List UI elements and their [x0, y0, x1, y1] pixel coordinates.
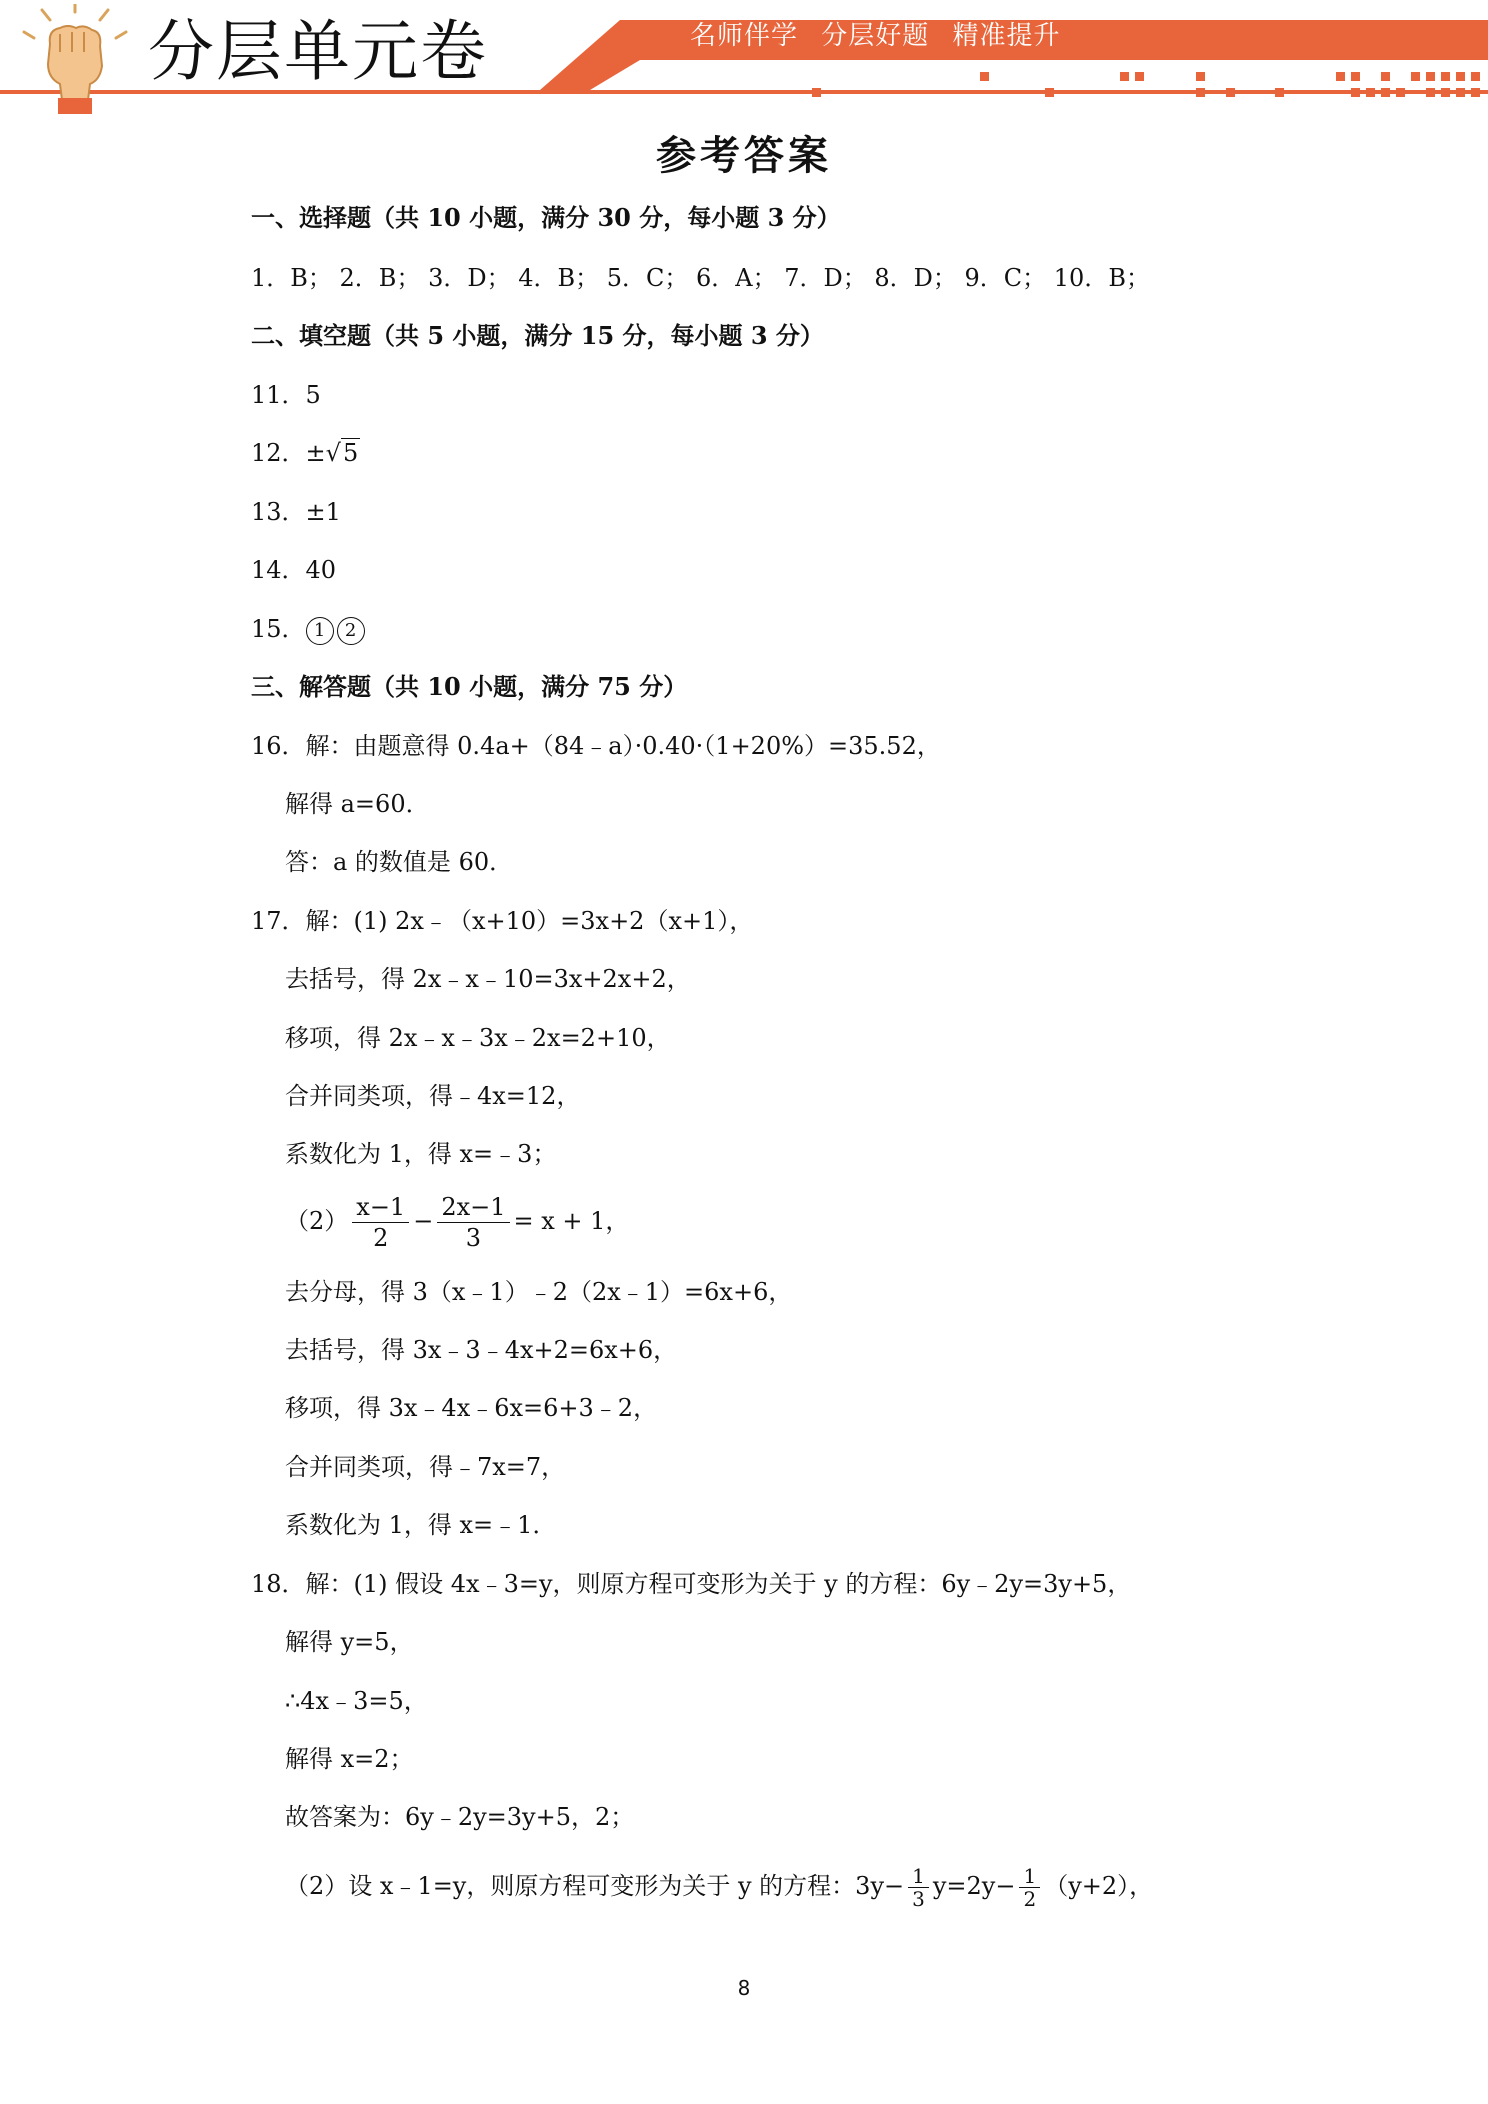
q17-line-1: 17．解：(1) 2x﹣（x+10）=3x+2（x+1），	[251, 907, 754, 935]
fraction-b-denominator: 2	[1023, 1887, 1037, 1911]
fraction-2	[437, 1192, 509, 1253]
q17-part2-label: （2）	[285, 1207, 349, 1235]
q17-line-6	[285, 1190, 629, 1253]
q17-line-9: 移项，得 3x﹣4x﹣6x=6+3﹣2，	[285, 1394, 658, 1422]
q18-part2-text-c: （y+2），	[1044, 1872, 1154, 1900]
q17-line-11: 系数化为 1，得 x=﹣1．	[285, 1511, 557, 1539]
circled-number-2: 2	[337, 617, 365, 645]
q16-line-1: 16．解：由题意得 0.4a+（84﹣a）·0.40·（1+20%）=35.52，	[251, 732, 941, 760]
q17-line-7: 去分母，得 3（x﹣1）﹣2（2x﹣1）=6x+6，	[285, 1278, 793, 1306]
section-heading-solve: 三、解答题（共 10 小题，满分 75 分）	[251, 672, 688, 701]
answer-12-radicand: 5	[342, 439, 359, 467]
page-title: 参考答案	[656, 132, 832, 179]
page-header	[0, 0, 1488, 120]
answer-13: 13．±1	[251, 498, 341, 526]
q16-line-3: 答：a 的数值是 60．	[285, 848, 514, 876]
choice-answers: 1．B； 2．B； 3．D； 4．B； 5．C； 6．A； 7．D； 8．D； 9．C； 10．B；	[251, 264, 1150, 292]
fist-icon	[20, 4, 130, 116]
q17-equation-rhs: = x + 1，	[513, 1207, 630, 1235]
q18-line-3: ∴4x﹣3=5，	[285, 1687, 428, 1715]
q17-line-2: 去括号，得 2x﹣x﹣10=3x+2x+2，	[285, 965, 691, 993]
answer-11: 11．5	[251, 381, 321, 409]
section-heading-fill: 二、填空题（共 5 小题，满分 15 分，每小题 3 分）	[251, 321, 824, 350]
fraction-b	[1019, 1865, 1040, 1910]
q18-line-2: 解得 y=5，	[285, 1628, 414, 1656]
answer-14: 14．40	[251, 556, 337, 584]
page-number: 8	[737, 1976, 751, 2000]
q17-line-5: 系数化为 1，得 x=﹣3；	[285, 1140, 557, 1168]
q18-line-1: 18．解：(1) 假设 4x﹣3=y，则原方程可变形为关于 y 的方程：6y﹣2y=3y+5，	[251, 1570, 1132, 1598]
fraction-a-numerator: 1	[908, 1865, 929, 1888]
q18-line-5: 故答案为：6y﹣2y=3y+5，2；	[285, 1803, 635, 1831]
fraction-1-numerator: x−1	[352, 1192, 409, 1223]
q17-line-10: 合并同类项，得﹣7x=7，	[285, 1453, 566, 1481]
header-slogan: 名师伴学 分层好题 精准提升	[690, 21, 1061, 51]
fraction-2-numerator: 2x−1	[437, 1192, 509, 1223]
section-heading-choice: 一、选择题（共 10 小题，满分 30 分，每小题 3 分）	[251, 203, 841, 232]
brand-title: 分层单元卷	[148, 13, 488, 90]
answer-12	[251, 437, 360, 469]
q16-line-2: 解得 a=60．	[285, 790, 430, 818]
fraction-b-numerator: 1	[1019, 1865, 1040, 1888]
q18-part2-text-b: y=2y−	[932, 1872, 1016, 1900]
q18-part2-text-a: （2）设 x﹣1=y，则原方程可变形为关于 y 的方程：3y−	[285, 1872, 905, 1900]
fraction-a	[908, 1865, 929, 1910]
answer-15	[251, 613, 368, 645]
q17-line-8: 去括号，得 3x﹣3﹣4x+2=6x+6，	[285, 1336, 678, 1364]
fraction-1	[352, 1192, 409, 1253]
q18-line-4: 解得 x=2；	[285, 1745, 414, 1773]
q17-line-3: 移项，得 2x﹣x﹣3x﹣2x=2+10，	[285, 1024, 671, 1052]
circled-number-1: 1	[306, 617, 334, 645]
answer-15-prefix: 15．	[251, 615, 306, 643]
minus-sign: −	[413, 1207, 434, 1235]
answer-12-prefix: 12．±√	[251, 439, 341, 467]
q17-line-4: 合并同类项，得﹣4x=12，	[285, 1082, 581, 1110]
fraction-a-denominator: 3	[912, 1887, 925, 1911]
fraction-1-denominator: 2	[373, 1224, 389, 1252]
q18-line-6	[285, 1856, 1153, 1916]
fraction-2-denominator: 3	[465, 1224, 482, 1252]
